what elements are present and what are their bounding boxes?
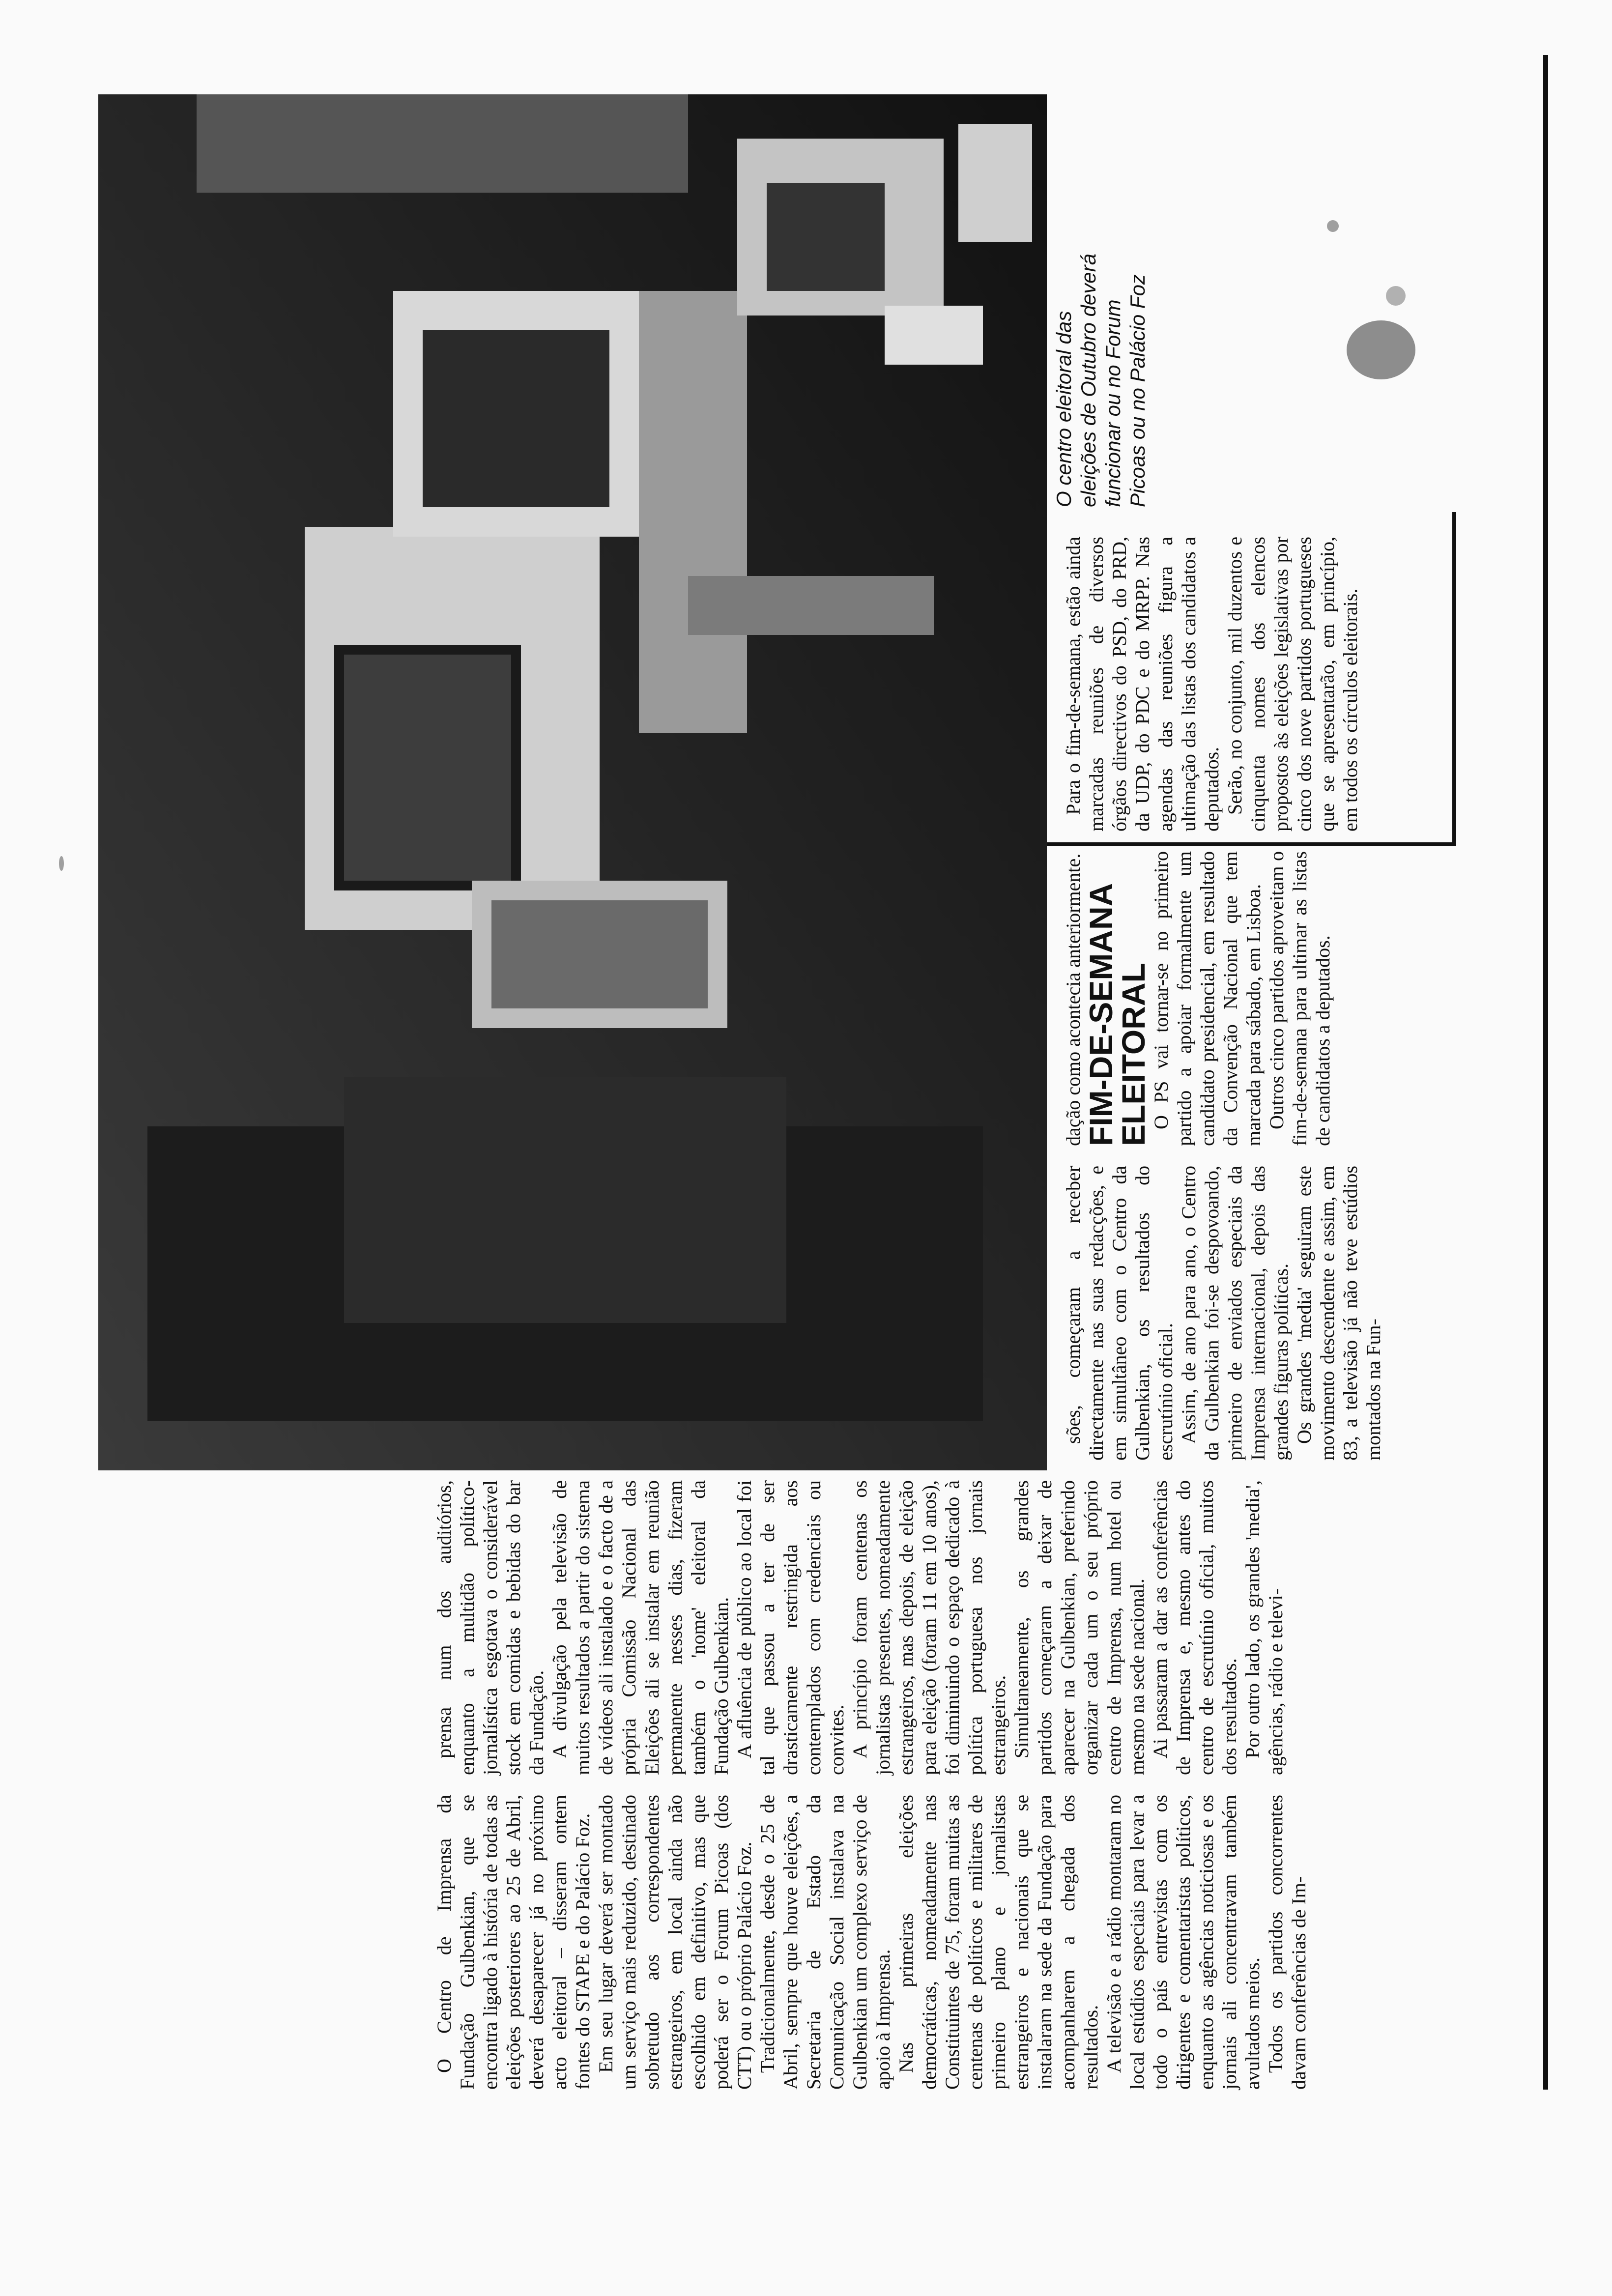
section-title: FIM-DE-SEMANA ELEITORAL — [1083, 883, 1151, 1146]
article-column-5 — [1062, 537, 1362, 832]
article-column-3 — [1062, 1166, 1385, 1461]
computer-terminals-photo — [98, 94, 1047, 1470]
article-column-2 — [432, 1480, 1287, 1775]
paragraph: O PS vai tornar-se no primeiro partido a apoiar formalmente um candidato presidencial, em resultado da Convenção Nacional que tem marcada para sábado, em Lisboa. — [1150, 851, 1265, 1146]
paragraph: Serão, no conjunto, mil duzentos e cinquenta nomes dos elencos propostos às eleições legislativas por cinco dos nove partidos portugueses que se apresentarão, em princípio, em todos os círculos eleitorais. — [1224, 537, 1361, 832]
scan-speck — [1386, 286, 1406, 306]
paragraph: prensa num dos auditórios, enquanto a multidão político-jornalística esgotava o considerável stock em comidas e bebidas do bar da Fundação. — [433, 1480, 547, 1775]
bottom-rule — [1543, 55, 1548, 2090]
paragraph: Por outro lado, os grandes 'media', agências, rádio e televi- — [1241, 1480, 1287, 1775]
paragraph: Os grandes 'media' seguiram este movimento descendente e assim, em 83, a televisão já não teve estúdios montados na Fun- — [1293, 1166, 1384, 1461]
scan-speck — [1347, 320, 1415, 379]
paragraph: Outros cinco partidos aproveitam o fim-de-semana para ultimar as listas de candidatos a deputados. — [1266, 851, 1334, 1146]
paragraph: dação como acontecia anteriormente. — [1062, 853, 1084, 1146]
paragraph: Para o fim-de-semana, estão ainda marcadas reuniões de diversos órgãos directivos do PSD, do PRD, da UDP, do PDC e do MRPP. Nas agendas das reuniões figura a ultimação das listas dos candidatos a deputados. — [1062, 537, 1223, 832]
paragraph: A afluência de público ao local foi tal que passou a ter de ser drasticamente restringida aos contemplados com credenciais ou convites. — [733, 1480, 848, 1775]
paragraph: Assim, de ano para ano, o Centro da Gulbenkian foi-se despovoando, primeiro de enviados especiais da Imprensa internacional, depois das grandes figuras políticas. — [1178, 1166, 1292, 1461]
photo-caption: O centro eleitoral das eleições de Outubro deverá funcionar ou no Forum Picoas ou no Palácio Foz — [1052, 254, 1149, 507]
box-rule-right — [1047, 842, 1455, 846]
article-column-4 — [1062, 851, 1334, 1146]
paragraph: Simultaneamente, os grandes partidos começaram a deixar de aparecer na Gulbenkian, preferindo organizar cada um o seu próprio centro de Imprensa, num hotel ou mesmo na sede nacional. — [1010, 1480, 1148, 1775]
paragraph: A divulgação pela televisão de muitos resultados a partir do sistema de vídeos ali instalado e o facto de a própria Comissão Nacional das Eleições ali se instalar em reunião permanente nesses dias, fizeram também o 'nome' eleitoral da Fundação Gulbenkian. — [548, 1480, 732, 1775]
paragraph: Ai passaram a dar as conferências de Imprensa e, mesmo antes do centro de escrutínio oficial, muitos dos resultados. — [1149, 1480, 1240, 1775]
paragraph: Tradicionalmente, desde o 25 de Abril, sempre que houve eleições, a Secretaria de Estado da Comunicação Social instalava na Gulbenkian um complexo serviço de apoio à Imprensa. — [756, 1795, 894, 2090]
paragraph: O Centro de Imprensa da Fundação Gulbenkian, que se encontra ligado à história de todas as eleições posteriores ao 25 de Abril, deverá desaparecer já no próximo acto eleitoral – disseram ontem fontes do STAPE e do Palácio Foz. — [433, 1795, 594, 2090]
paragraph: A princípio foram centenas os jornalistas presentes, nomeadamente estrangeiros, mas depois, de eleição para eleição (foram 11 em 10 anos), foi diminuindo o espaço dedicado à política portuguesa nos jornais estrangeiros. — [849, 1480, 1009, 1775]
paragraph: Todos os partidos concorrentes davam conferências de Im- — [1265, 1795, 1310, 2090]
photo-illustration — [98, 94, 1047, 1470]
article-column-1 — [432, 1795, 1310, 2090]
box-rule-bottom — [1452, 512, 1456, 846]
paragraph: Em seu lugar deverá ser montado um serviço mais reduzido, destinado sobretudo aos correspondentes estrangeiros, em local ainda não escolhido em definitivo, mas que poderá ser o Forum Picoas (dos CTT) ou o próprio Palácio Foz. — [595, 1795, 755, 2090]
scan-speck — [1327, 220, 1339, 232]
paragraph: A televisão e a rádio montaram no local estúdios especiais para levar a todo o país entrevistas com os dirigentes e comentaristas políticos, enquanto as agências noticiosas e os jornais ali concentravam também avultados meios. — [1103, 1795, 1264, 2090]
paragraph: Nas primeiras eleições democráticas, nomeadamente nas Constituintes de 75, foram muitas as centenas de políticos e militares de primeiro plano e jornalistas estrangeiros e nacionais que se instalaram na sede da Fundação para acompanharem a chegada dos resultados. — [895, 1795, 1102, 2090]
scan-speck — [59, 856, 64, 871]
paragraph: sões, começaram a receber directamente nas suas redacções, e em simultâneo com o Centro da Gulbenkian, os resultados do escrutínio oficial. — [1062, 1166, 1177, 1461]
